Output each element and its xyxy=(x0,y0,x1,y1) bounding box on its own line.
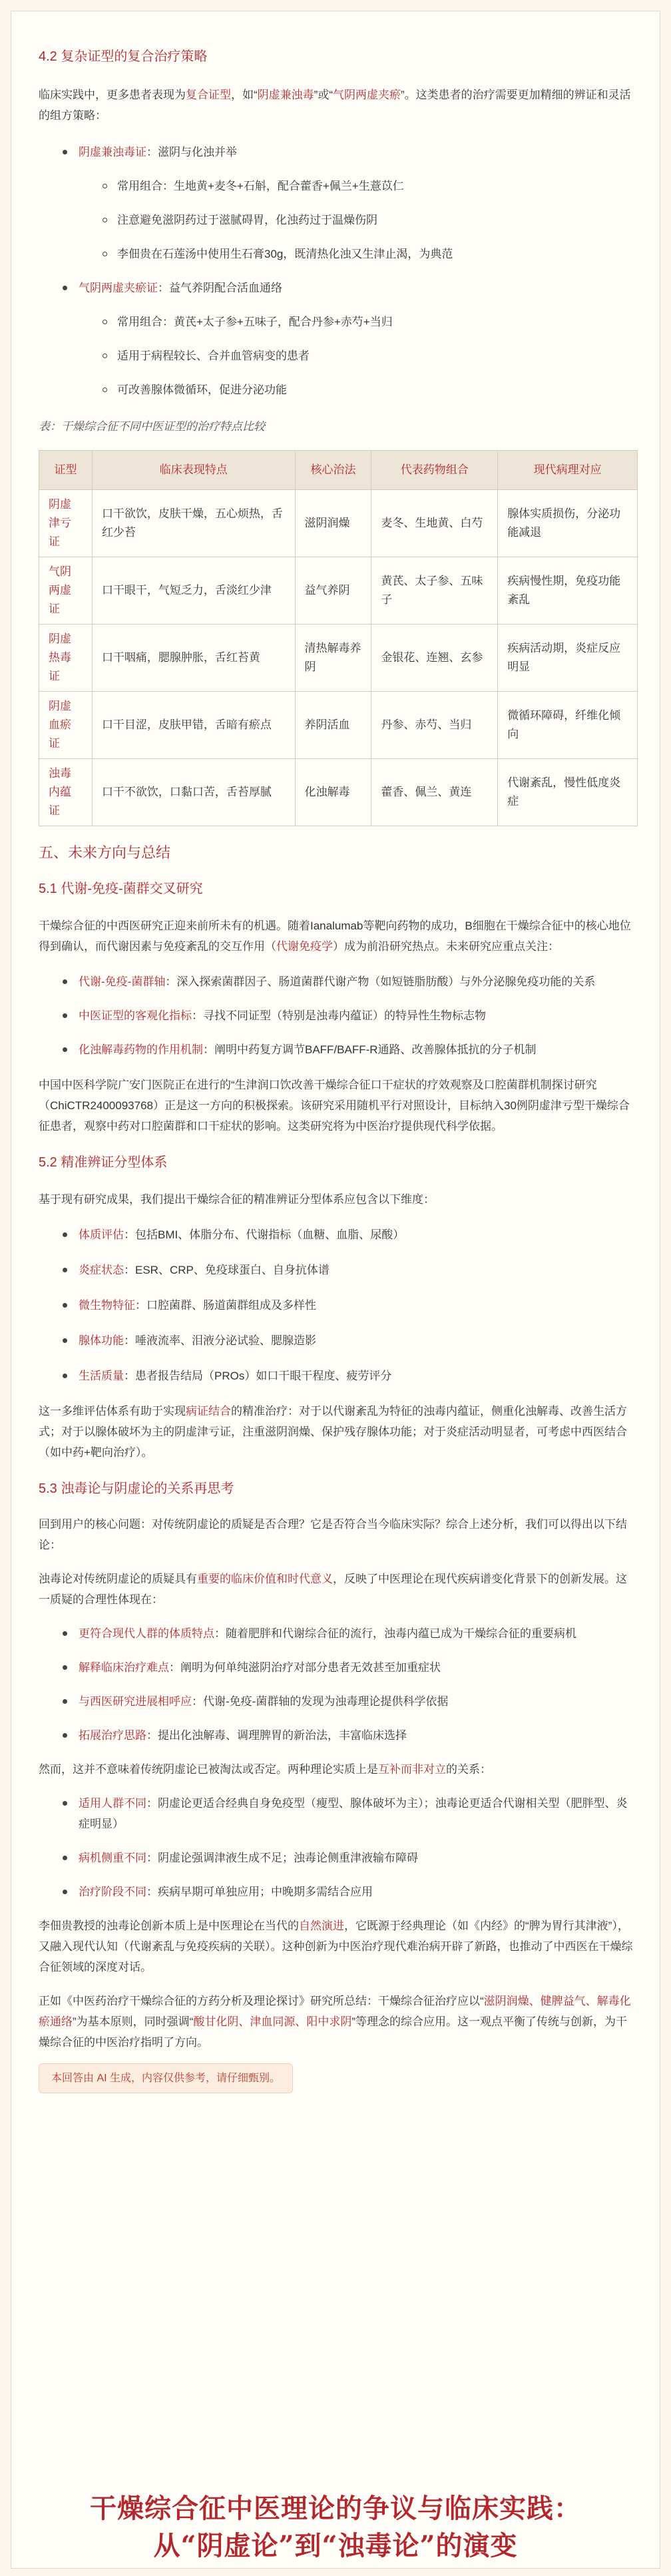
section-4-2-title: 4.2 复杂证型的复合治疗策略 xyxy=(39,49,208,64)
ai-disclaimer-notice: 本回答由 AI 生成，内容仅供参考，请仔细甄别。 xyxy=(39,2063,293,2093)
table-cell: 浊毒内蕴证 xyxy=(39,759,93,826)
list-item: 中医证型的客观化指标：寻找不同证型（特别是浊毒内蕴证）的特异性生物标志物 xyxy=(39,1005,638,1026)
bullet-list xyxy=(39,1793,638,1902)
sub-list-item: 常用组合：生地黄+麦冬+石斛，配合藿香+佩兰+生薏苡仁 xyxy=(39,176,638,196)
table-cell: 口干目涩，皮肤甲错，舌暗有瘀点 xyxy=(92,692,295,759)
table-caption: 表：干燥综合征不同中医证型的治疗特点比较 xyxy=(39,420,265,433)
column-header: 临床表现特点 xyxy=(92,451,295,490)
table-cell: 疾病活动期，炎症反应明显 xyxy=(498,625,638,692)
table-cell: 疾病慢性期，免疫功能紊乱 xyxy=(498,557,638,625)
column-header: 核心治法 xyxy=(295,451,371,490)
table-cell: 藿香、佩兰、黄连 xyxy=(371,759,498,826)
list-item: 微生物特征：口腔菌群、肠道菌群组成及多样性 xyxy=(39,1295,638,1316)
column-header: 现代病理对应 xyxy=(498,451,638,490)
sub-list-item: 注意避免滋阴药过于滋腻碍胃，化浊药过于温燥伤阴 xyxy=(39,210,638,230)
list-item: 生活质量：患者报告结局（PROs）如口干眼干程度、疲劳评分 xyxy=(39,1366,638,1386)
table-cell: 代谢紊乱，慢性低度炎症 xyxy=(498,759,638,826)
table-cell: 益气养阴 xyxy=(295,557,371,625)
table-cell: 清热解毒养阴 xyxy=(295,625,371,692)
article-title-line-2: 从“阴虚论”到“浊毒论”的演变 xyxy=(153,2530,518,2561)
list-item: 治疗阶段不同：疾病早期可单独应用；中晚期多需结合应用 xyxy=(39,1882,638,1902)
sub-list-item: 可改善腺体微循环，促进分泌功能 xyxy=(39,380,638,400)
list-item: 解释临床治疗难点：阐明为何单纯滋阴治疗对部分患者无效甚至加重症状 xyxy=(39,1657,638,1678)
table-cell: 口干不欲饮，口黏口苦，舌苔厚腻 xyxy=(92,759,295,826)
bullet-list xyxy=(39,971,638,1060)
list-item: 病机侧重不同：阴虚论强调津液生成不足；浊毒论侧重津液输布障碍 xyxy=(39,1848,638,1868)
table-header-row xyxy=(39,451,638,490)
list-item: 适用人群不同：阴虚论更适合经典自身免疫型（瘦型、腺体破坏为主）；浊毒论更适合代谢相关型（肥胖型、炎症明显） xyxy=(39,1793,638,1834)
table-cell: 滋阴润燥 xyxy=(295,490,371,557)
table-cell: 气阴两虚证 xyxy=(39,557,93,625)
sub-list-item: 李佃贵在石莲汤中使用生石膏30g，既清热化浊又生津止渴，为典范 xyxy=(39,244,638,264)
paragraph: 回到用户的核心问题：对传统阴虚论的质疑是否合理？它是否符合当今临床实际？综合上述分析，我们可以得出以下结论： xyxy=(39,1518,627,1551)
table-cell: 腺体实质损伤，分泌功能减退 xyxy=(498,490,638,557)
section-5-title: 五、未来方向与总结 xyxy=(39,844,171,861)
column-header: 代表药物组合 xyxy=(371,451,498,490)
paragraph: 干燥综合征的中西医研究正迎来前所未有的机遇。随着Ianalumab等靶向药物的成功，B细胞在干燥综合征中的核心地位得到确认，而代谢因素与免疫紊乱的交互作用（代谢免疫学）成为前沿研究热点。未来研究应重点关注： xyxy=(39,919,631,953)
column-header: 证型 xyxy=(39,451,93,490)
paragraph: 这一多维评估体系有助于实现病证结合的精准治疗：对于以代谢紊乱为特征的浊毒内蕴证，侧重化浊解毒、改善生活方式；对于以腺体破坏为主的阴虚津亏证，注重滋阴润燥、保护残存腺体功能；对于炎症活动明显者，可考虑中西医结合（如中药+靶向治疗）。 xyxy=(39,1405,627,1459)
article-title xyxy=(0,2490,671,2565)
table-row xyxy=(39,557,638,625)
paragraph: 临床实践中，更多患者表现为复合证型，如“阴虚兼浊毒”或“气阴两虚夹瘀”。这类患者的治疗需要更加精细的辨证和灵活的组方策略： xyxy=(39,89,631,122)
bullet-list xyxy=(39,1623,638,1746)
list-item: 代谢-免疫-菌群轴：深入探索菌群因子、肠道菌群代谢产物（如短链脂肪酸）与外分泌腺免疫功能的关系 xyxy=(39,971,638,992)
paragraph: 正如《中医药治疗干燥综合征的方药分析及理论探讨》研究所总结：干燥综合征治疗应以“滋阴润燥、健脾益气、解毒化瘀通络”为基本原则，同时强调“酸甘化阴、津血同源、阳中求阴”等理念的综合应用。这一观点平衡了传统与创新，为干燥综合征的中医治疗指明了方向。 xyxy=(39,1995,631,2049)
list-item: 气阴两虚夹瘀证：益气养阴配合活血通络 xyxy=(39,278,638,298)
list-item: 腺体功能：唾液流率、泪液分泌试验、腮腺造影 xyxy=(39,1330,638,1351)
table-cell: 化浊解毒 xyxy=(295,759,371,826)
highlight-term: 气阴两虚夹瘀 xyxy=(333,89,401,101)
list-item: 拓展治疗思路：提出化浊解毒、调理脾胃的新治法，丰富临床选择 xyxy=(39,1725,638,1746)
list-item: 化浊解毒药物的作用机制：阐明中药复方调节BAFF/BAFF-R通路、改善腺体抵抗的分子机制 xyxy=(39,1039,638,1060)
table-cell: 金银花、连翘、玄参 xyxy=(371,625,498,692)
table-cell: 微循环障碍，纤维化倾向 xyxy=(498,692,638,759)
section-5-1-title: 5.1 代谢-免疫-菌群交叉研究 xyxy=(39,882,203,896)
section-5-3-title: 5.3 浊毒论与阴虚论的关系再思考 xyxy=(39,1481,234,1496)
table-cell: 麦冬、生地黄、白芍 xyxy=(371,490,498,557)
paragraph: 基于现有研究成果，我们提出干燥综合征的精准辨证分型体系应包含以下维度： xyxy=(39,1193,435,1206)
highlight-term: 阴虚兼浊毒 xyxy=(257,89,314,101)
table-row xyxy=(39,625,638,692)
section-5-2-title: 5.2 精准辨证分型体系 xyxy=(39,1155,168,1170)
table-cell: 口干咽痛，腮腺肿胀，舌红苔黄 xyxy=(92,625,295,692)
sub-list-item: 常用组合：黄芪+太子参+五味子，配合丹参+赤芍+当归 xyxy=(39,312,638,332)
paragraph: 然而，这并不意味着传统阴虚论已被淘汰或否定。两种理论实质上是互补而非对立的关系： xyxy=(39,1763,491,1776)
notice-wrap xyxy=(39,2063,638,2093)
table-cell: 阴虚血瘀证 xyxy=(39,692,93,759)
bullet-list xyxy=(39,142,638,400)
table-cell: 阴虚津亏证 xyxy=(39,490,93,557)
table-row xyxy=(39,759,638,826)
table-row xyxy=(39,692,638,759)
table-row xyxy=(39,490,638,557)
table-cell: 丹参、赤芍、当归 xyxy=(371,692,498,759)
sub-list-item: 适用于病程较长、合并血管病变的患者 xyxy=(39,346,638,366)
list-item: 更符合现代人群的体质特点：随着肥胖和代谢综合征的流行，浊毒内蕴已成为干燥综合征的重要病机 xyxy=(39,1623,638,1644)
syndrome-table xyxy=(39,450,638,826)
paragraph: 浊毒论对传统阴虚论的质疑具有重要的临床价值和时代意义，反映了中医理论在现代疾病谱变化背景下的创新发展。这一质疑的合理性体现在： xyxy=(39,1573,627,1606)
article-content xyxy=(39,47,638,2093)
table-cell: 阴虚热毒证 xyxy=(39,625,93,692)
list-item: 与西医研究进展相呼应：代谢-免疫-菌群轴的发现为浊毒理论提供科学依据 xyxy=(39,1691,638,1712)
list-item: 炎症状态：ESR、CRP、免疫球蛋白、自身抗体谱 xyxy=(39,1260,638,1280)
table-cell: 口干欲饮，皮肤干燥，五心烦热，舌红少苔 xyxy=(92,490,295,557)
bullet-list xyxy=(39,1224,638,1386)
table-cell: 养阴活血 xyxy=(295,692,371,759)
article-title-line-1: 干燥综合征中医理论的争议与临床实践： xyxy=(90,2493,581,2524)
table-cell: 口干眼干，气短乏力，舌淡红少津 xyxy=(92,557,295,625)
paragraph: 李佃贵教授的浊毒论创新本质上是中医理论在当代的自然演进，它既源于经典理论（如《内经》的“脾为胃行其津液”），又融入现代认知（代谢紊乱与免疫疾病的关联）。这种创新为中医治疗现代难治病开辟了新路，也推动了中西医在干燥综合征领域的深度对话。 xyxy=(39,1920,633,1973)
list-item: 阴虚兼浊毒证：滋阴与化浊并举 xyxy=(39,142,638,162)
list-item: 体质评估：包括BMI、体脂分布、代谢指标（血糖、血脂、尿酸） xyxy=(39,1224,638,1245)
highlight-term: 复合证型 xyxy=(186,89,231,101)
table-cell: 黄芪、太子参、五味子 xyxy=(371,557,498,625)
paragraph: 中国中医科学院广安门医院正在进行的“生津润口饮改善干燥综合征口干症状的疗效观察及口腔菌群机制探讨研究（ChiCTR2400093768）正是这一方向的积极探索。该研究采用随机平行对照设计，目标纳入30例阴虚津亏型干燥综合征患者，观察中药对口腔菌群和口干症状的影响。这类研究将为中医治疗提供现代科学依据。 xyxy=(39,1079,630,1133)
